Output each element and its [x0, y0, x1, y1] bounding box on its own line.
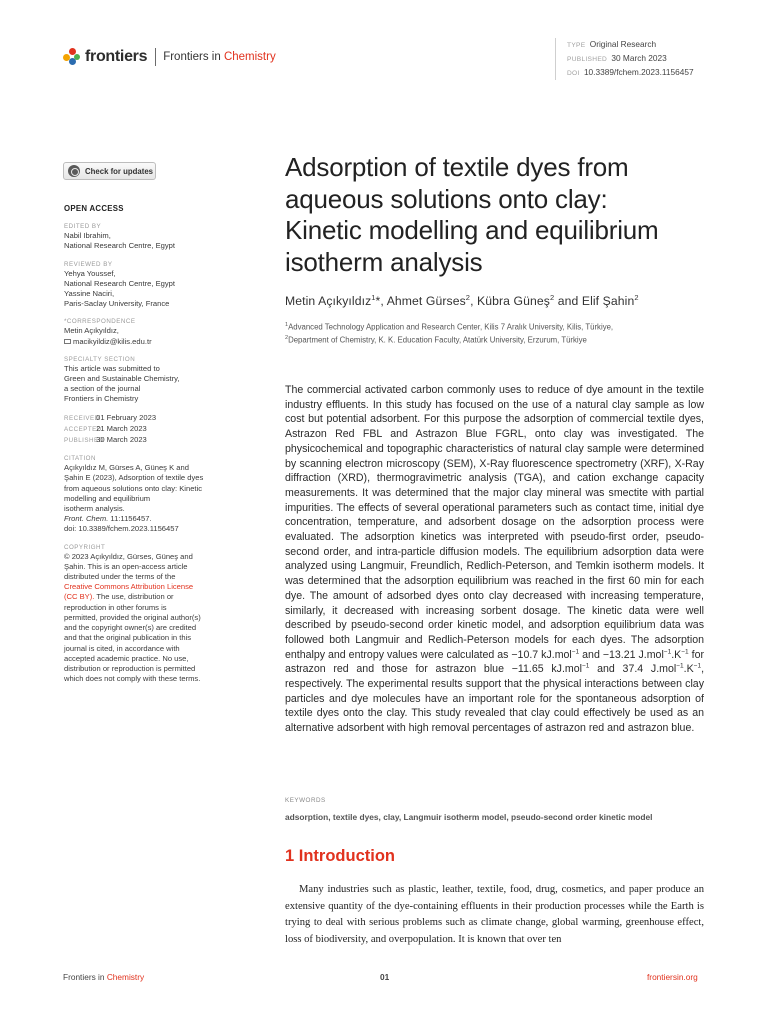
cc-by-link[interactable]: (CC BY). [64, 592, 95, 602]
author-list [285, 293, 639, 308]
journal-name: Frontiers in Chemistry [163, 51, 276, 63]
check-for-updates-button[interactable]: Check for updates [63, 162, 156, 180]
dates-section: RECEIVED 01 February 2023 ACCEPTED 21 March 2023 PUBLISHED 30 March 2023 [64, 412, 157, 445]
author-3[interactable]: , Kübra Güneş$^2$ [470, 293, 555, 309]
keywords-heading: KEYWORDS [285, 797, 326, 804]
author-1[interactable]: Metin Açıkyıldız$^1$* [285, 293, 381, 309]
page-number: 01 [380, 972, 390, 982]
logo-divider [155, 48, 156, 66]
sidebar [64, 204, 236, 692]
published-date: 30 March 2023 [611, 53, 667, 63]
abstract: The commercial activated carbon commonly uses to reduce of dye amount in the textile industry effluents. In this study has focused on the use of a natural clay sample as low cost but potential adsorbent. For this purpose the adsorption of commercial textile dyes, Astrazon Red FBL and Astrazon Blue FGRL, onto clay was investigated. The physicochemical and topographic characteristics of natural clay sample were determined by scanning electron microscopy (SEM), X-Ray fluorescence spectrometry (XRF), X-Ray diffraction (XRD), thermogravimetric analysis (TGA), and cation exchange capacity measurements. It was determined that the major clay mineral was smectite with partial impurities. The effects of several operational parameters such as contact time, initial dye concentration, temperature, and adsorbent dosage on the adsorption process were evaluated. The adsorption kinetics was interpreted with pseudo-first order, pseudo-second order, and intra-particle diffusion models. The equilibrium adsorption data were analyzed using Langmuir, Freundlich, Redlich-Peterson, and Temkin isotherm models. It was determined that the adsorption equilibrium was reached in the first 60 min for each dye. The amount of adsorbed dyes onto clay decreased with increasing temperature, similarly, it decreased with increasing sorbent dosage. The kinetic data were well described by pseudo-second order kinetic model, and adsorption equilibrium data was followed both Langmuir and Redlich-Peterson models for each dyes. The adsorption enthalpy and entropy values were calculated as −10.7 kJ.mol$^{-1}$ and −13.21 $J.mol^{-1}.K^{-1}$ for astrazon red and those for astrazon blue −11.65 kJ.mol$^{-1}$ and 37.4 $J.mol^{-1}.K^{-1}$, respectively. The experimental results support that the physical interactions between clay particles and dye molecules have an important role for the spontaneous adsorption of textile dyes onto the clay. This study revealed that clay could effectively be used as an alternative adsorbent with high removal percentages of astrazon red and astrazon blue. [285, 384, 705, 735]
doi: 10.3389/fchem.2023.1156457 [583, 67, 694, 77]
article-title: Adsorption of textile dyes from aqueous solutions onto clay: Kinetic modelling and equilibrium isotherm analysis [285, 152, 659, 277]
author-2[interactable]: , Ahmet Gürses$^2$ [380, 293, 471, 309]
correspondence-section: *CORRESPONDENCE Metin Açıkyıldız, macikyildiz@kilis.edu.tr [64, 317, 236, 346]
article-meta: TYPE Original Research PUBLISHED 30 March 2023 DOI 10.3389/fchem.2023.1156457 [555, 38, 694, 80]
open-access-label: OPEN ACCESS [64, 204, 124, 213]
footer-journal[interactable]: Frontiers in Chemistry [63, 972, 145, 982]
keywords: adsorption, textile dyes, clay, Langmuir isotherm model, pseudo-second order kinetic model [285, 812, 653, 822]
frontiers-logo[interactable] [63, 46, 276, 68]
edited-by-section: EDITED BY Nabil Ibrahim, National Research Centre, Egypt [64, 223, 176, 251]
copyright-section: COPYRIGHT © 2023 Açıkyıldız, Gürses, Güneş and Şahin. This is an open-access article distributed under the terms of the Creative Commons Attribution License (CC BY). The use, distribution or reproduction in other forums is permitted, provided the original author(s) and the copyright owner(s) are credited and that the original publication in this journal is cited, in accordance with accepted academic practice. No use, distribution or reproduction is permitted which does not comply with these terms. [64, 543, 236, 685]
correspondence-email[interactable]: macikyildiz@kilis.edu.tr [64, 337, 236, 347]
brand-name: frontiers [85, 48, 148, 65]
affiliations: $^1$Advanced Technology Application and Research Center, Kilis 7 Aralık University, Kilis, Türkiye, $^2$Department of Chemistry, K. K. Education Faculty, Atatürk University, Erzurum, Türkiye [285, 322, 614, 345]
specialty-section: SPECIALTY SECTION This article was submitted to Green and Sustainable Chemistry, a section of the journal Frontiers in Chemistry [64, 355, 180, 404]
section-heading-introduction: 1 Introduction [285, 847, 395, 865]
cc-license-link[interactable]: Creative Commons Attribution License [64, 582, 194, 592]
crossmark-icon [68, 165, 80, 177]
citation-section: CITATION Açıkyıldız M, Gürses A, Güneş K and Şahin E (2023), Adsorption of textile dyes from aqueous solutions onto clay: Kinetic modelling and equilibrium isotherm analysis. Front. Chem. 11:1156457. doi: 10.3389/fchem.2023.1156457 [64, 455, 204, 534]
footer-site-link[interactable]: frontiersin.org [647, 972, 698, 982]
article-type: Original Research [589, 39, 657, 49]
introduction-paragraph: Many industries such as plastic, leather, textile, food, drug, cosmetics, and paper produce an extensive quantity of the dye-containing effluents in their production processes while the Earth is trying to deal with serious problems such as climate change, global warming, greenhouse effect, loss of biodiversity, and overpopulation. It is known that over ten [285, 884, 704, 945]
envelope-icon [64, 339, 71, 344]
frontiers-logo-icon [63, 48, 81, 66]
reviewed-by-section: REVIEWED BY Yehya Youssef, National Research Centre, Egypt Yassine Naciri, Paris-Saclay University, France [64, 260, 176, 309]
author-4[interactable]: and Elif Şahin$^2$ [554, 293, 639, 309]
